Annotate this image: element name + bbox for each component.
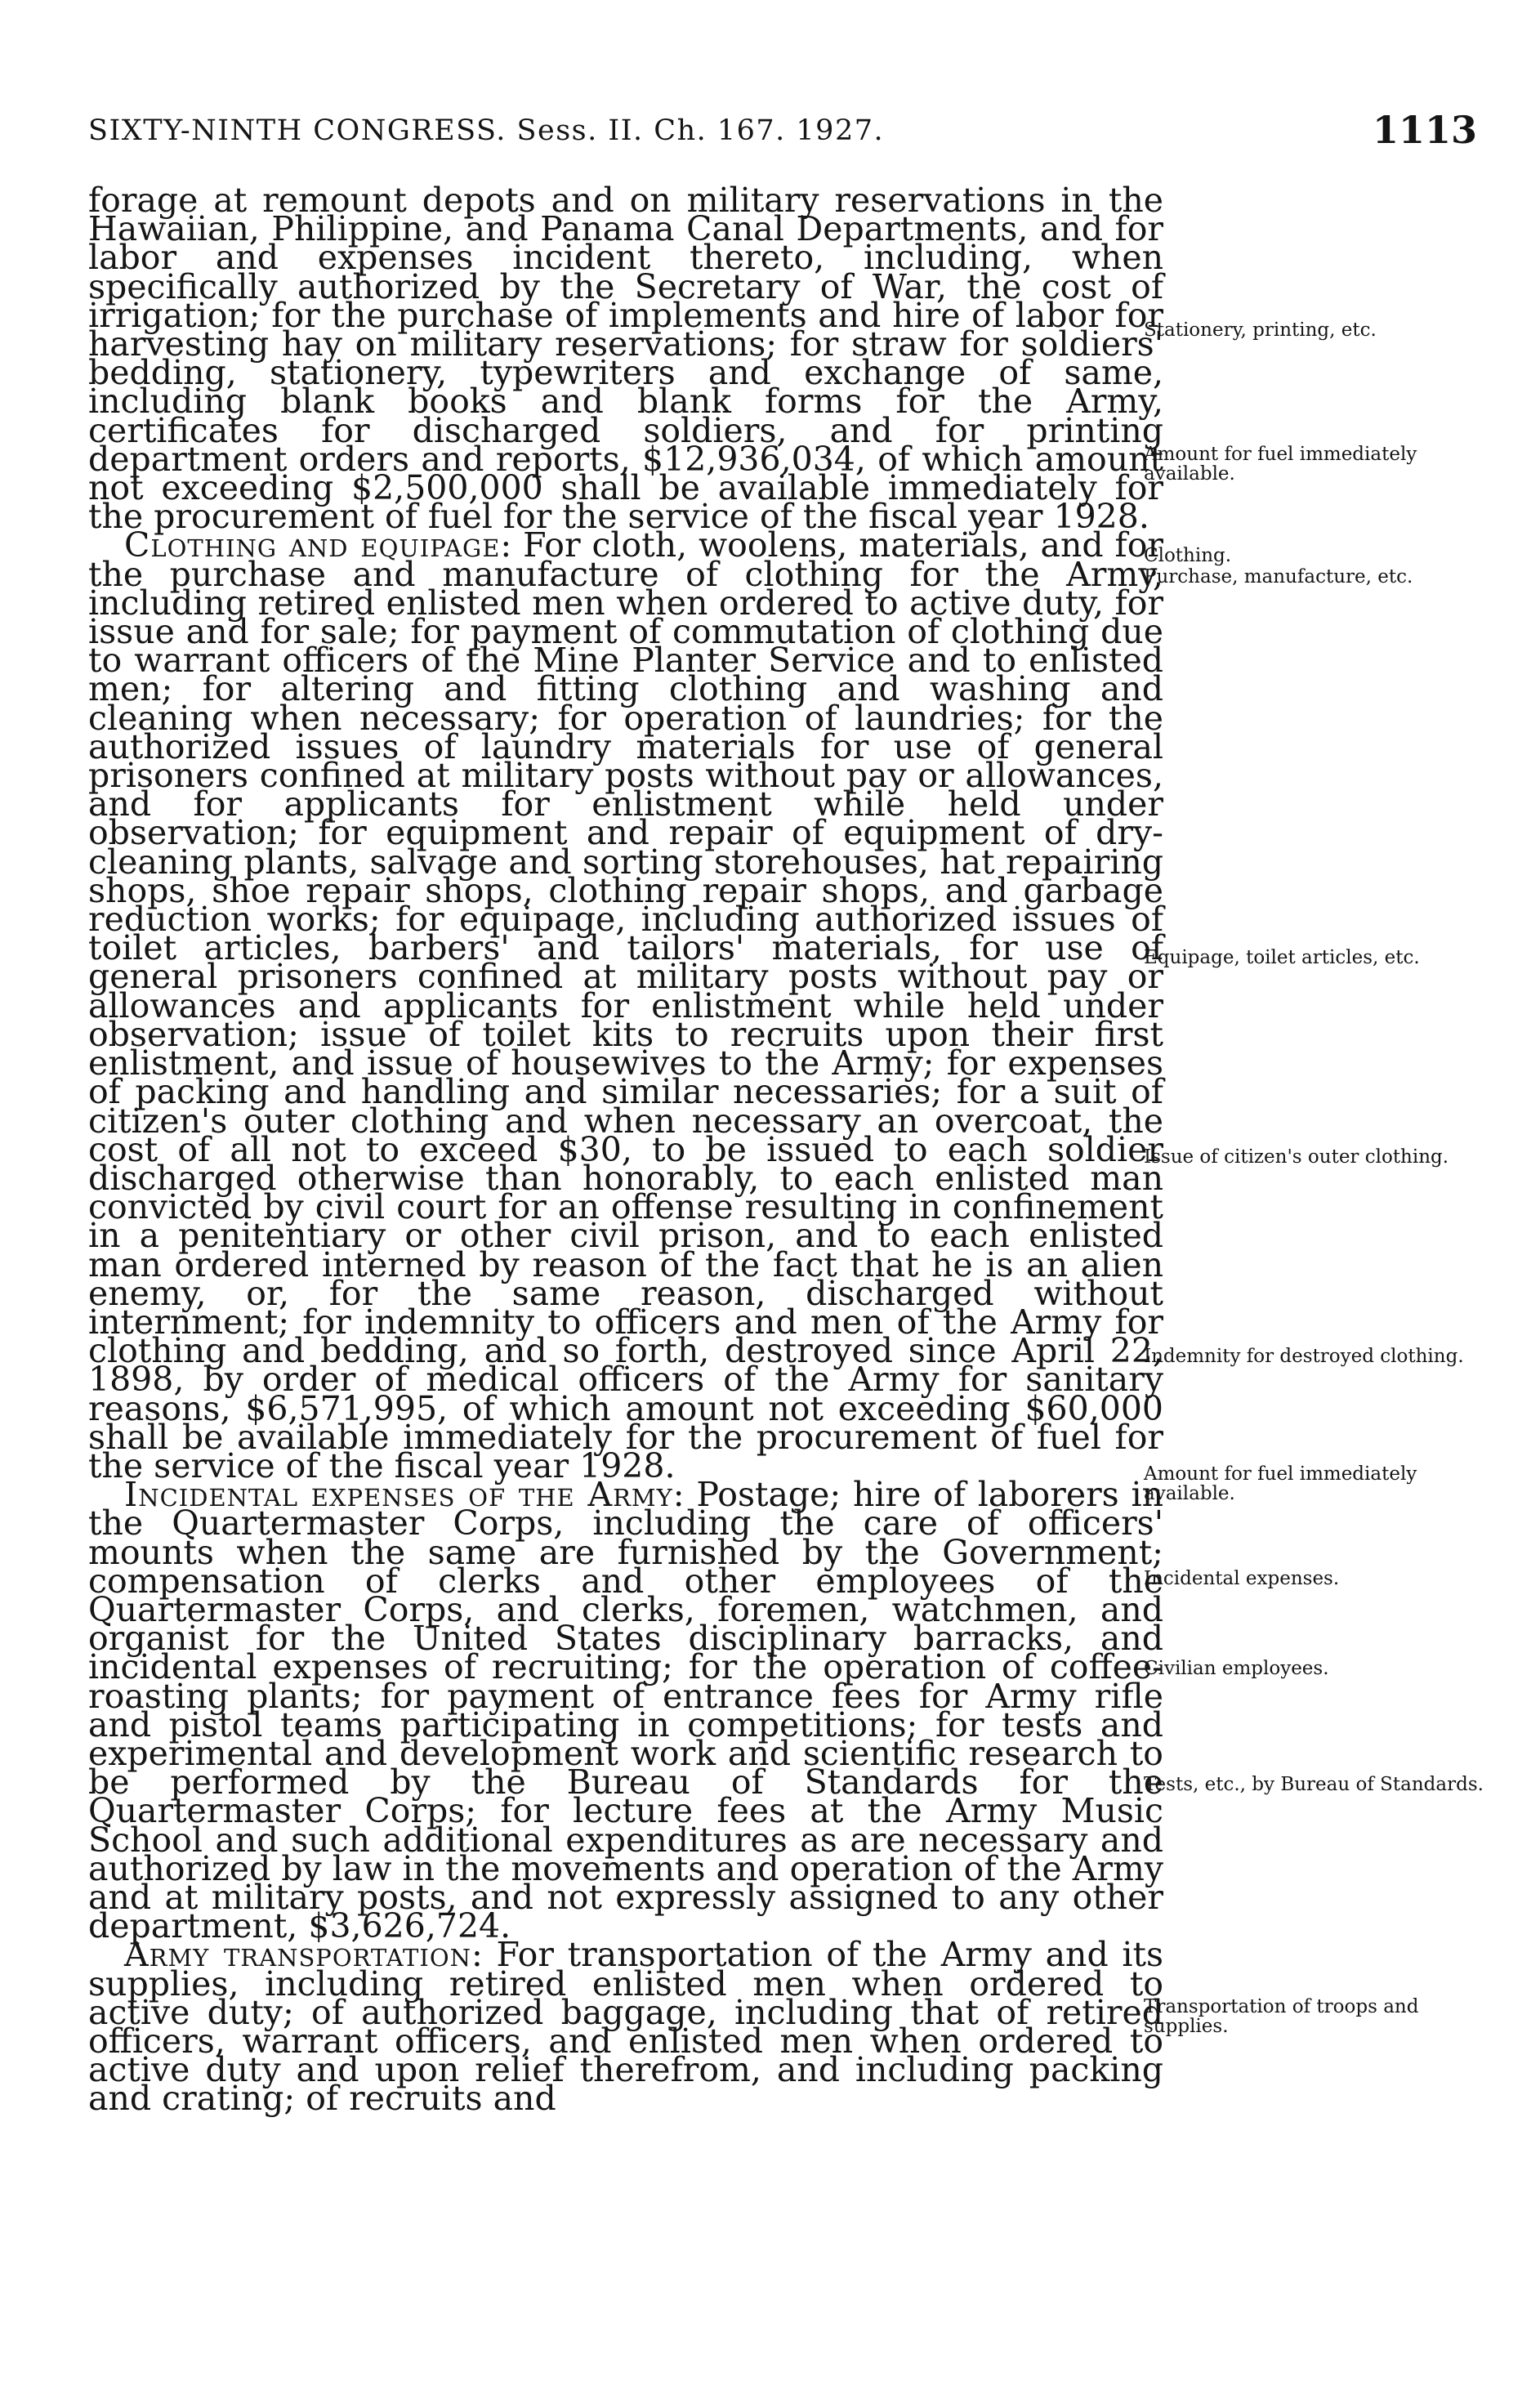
margin-note-clothing-purchase: Purchase, manufacture, etc. (1144, 566, 1413, 587)
clothing-heading: Clothing and equipage (124, 525, 501, 565)
paragraph-clothing (88, 525, 1164, 1485)
margin-note-equipage: Equipage, toilet articles, etc. (1144, 947, 1420, 968)
margin-note-indemnity: Indemnity for destroyed clothing. (1144, 1346, 1464, 1367)
margin-note-fuel-1: Amount for fuel immediately available. (1144, 444, 1417, 485)
paragraph-incidental-text: : Postage; hire of laborers in the Quartermaster Corps, including the care of officers' mounts when the same are furnished by the Government; compensation of clerks and other employees of the Quartermaster Corps, and clerks, foremen, watchmen, and organist for the United States disciplinary barracks, and incidental expenses of recruiting; for the operation of coffee-roasting plants; for payment of entrance fees for Army rifle and pistol teams participating in competitions; for tests and experimental and development work and scientific research to be performed by the Bureau of Standards for the Quartermaster Corps; for lecture fees at the Army Music School and such additional expenditures as are necessary and authorized by law in the movements and operation of the Army and at military posts, and not expressly assigned to any other department, $3,626,724. (88, 1475, 1164, 1946)
margin-note-incidental: Incidental expenses. (1144, 1568, 1340, 1589)
margin-note-stationery: Stationery, printing, etc. (1144, 319, 1377, 341)
paragraph-incidental (88, 1475, 1164, 1946)
margin-note-clothing-heading: Clothing. (1144, 545, 1232, 566)
margin-note-transportation: Transportation of troops and supplies. (1144, 1996, 1419, 2037)
running-head (88, 108, 1477, 165)
body-text (88, 181, 1164, 2119)
transportation-heading: Army transportation (124, 1935, 471, 1975)
paragraph-transportation (88, 1935, 1163, 2119)
margin-note-citizens-clothing: Issue of citizen's outer clothing. (1144, 1146, 1449, 1168)
paragraph-clothing-text: : For cloth, woolens, materials, and for the purchase and manufacture of clothing for the Army, including retired enlisted men when ordered to active duty, for issue and for sale; for payment of commutation of clothing due to warrant officers of the Mine Planter Service and to enlisted men; for altering and fitting clothing and washing and cleaning when necessary; for operation of laundries; for the authorized issues of laundry materials for use of general prisoners confined at military posts without pay or allowances, and for applicants for enlistment while held under observation; for equipment and repair of equipment of dry-cleaning plants, salvage and sorting storehouses, hat repairing shops, shoe repair shops, clothing repair shops, and garbage reduction works; for equipage, including authorized issues of toilet articles, barbers' and tailors' materials, for use of general prisoners confined at military posts without pay or allowances and applicants for enlistment while held under observation; issue of toilet kits to recruits upon their first enlistment, and issue of housewives to the Army; for expenses of packing and handling and similar necessaries; for a suit of citizen's outer clothing and when necessary an overcoat, the cost of all not to exceed $30, to be issued to each soldier discharged otherwise than honorably, to each enlisted man convicted by civil court for an offense resulting in confinement in a penitentiary or other civil prison, and to each enlisted man ordered interned by reason of the fact that he is an alien enemy, or, for the same reason, discharged without internment; for indemnity to officers and men of the Army for clothing and bedding, and so forth, destroyed since April 22, 1898, by order of medical officers of the Army for sanitary reasons, $6,571,995, of which amount not exceeding $60,000 shall be available immediately for the procurement of fuel for the service of the fiscal year 1928. (88, 525, 1164, 1485)
page-number: 1113 (1372, 108, 1477, 152)
paragraph-forage (88, 181, 1163, 537)
paragraph-forage-text: forage at remount depots and on military reservations in the Hawaiian, Philippine, and Panama Canal Departments, and for labor and expenses incident thereto, including, when specifically authorized by the Secretary of War, the cost of irrigation; for the purchase of implements and hire of labor for harvesting hay on military reservations; for straw for soldiers' bedding, stationery, typewriters and exchange of same, including blank books and blank forms for the Army, certificates for discharged soldiers, and for printing department orders and reports, $12,936,034, of which amount not exceeding $2,500,000 shall be available immediately for the procurement of fuel for the service of the fiscal year 1928. (88, 181, 1163, 537)
margin-note-civilian: Civilian employees. (1144, 1658, 1329, 1679)
margin-note-tests: Tests, etc., by Bureau of Standards. (1144, 1774, 1484, 1795)
margin-note-fuel-2: Amount for fuel immediately available. (1144, 1463, 1417, 1504)
paragraph-transportation-text: : For transportation of the Army and its supplies, including retired enlisted men when ordered to active duty; of authorized baggage, including that of retired officers, warrant officers, and enlisted men when ordered to active duty and upon relief therefrom, and including packing and crating; of recruits and (88, 1935, 1163, 2119)
running-title: SIXTY-NINTH CONGRESS. Sess. II. Ch. 167. 1927. (88, 114, 885, 147)
incidental-heading: Incidental expenses of the Army (124, 1475, 673, 1515)
